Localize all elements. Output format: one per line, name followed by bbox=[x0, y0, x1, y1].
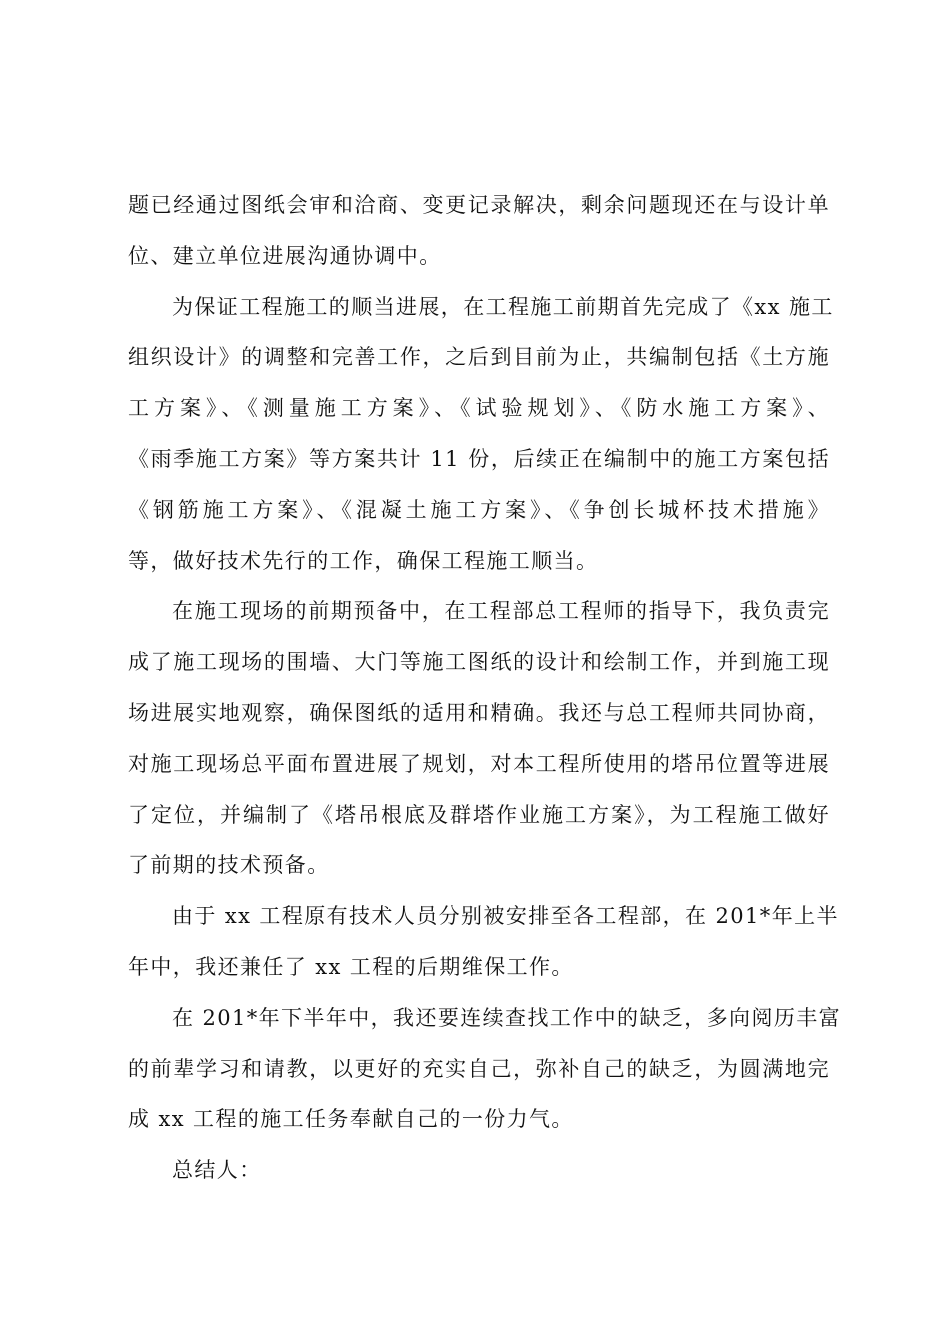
text-line: 《雨季施工方案》等方案共计 11 份，后续正在编制中的施工方案包括 bbox=[128, 446, 830, 471]
paragraph-3 bbox=[128, 586, 830, 891]
text-line: 组织设计》的调整和完善工作，之后到目前为止，共编制包括《土方施 bbox=[128, 345, 830, 370]
text-line: 的前辈学习和请教，以更好的充实自己，弥补自己的缺乏，为圆满地完 bbox=[128, 1056, 830, 1081]
text-line: 位、建立单位进展沟通协调中。 bbox=[128, 243, 442, 268]
signature-label: 总结人： bbox=[172, 1158, 262, 1183]
text-line: 由于 xx 工程原有技术人员分别被安排至各工程部，在 201*年上半 bbox=[172, 904, 839, 929]
paragraph-4 bbox=[128, 891, 839, 993]
text-line: 成 xx 工程的施工任务奉献自己的一份力气。 bbox=[128, 1107, 574, 1132]
text-line: 对施工现场总平面布置进展了规划，对本工程所使用的塔吊位置等进展 bbox=[128, 751, 830, 776]
text-line: 在 201*年下半年中，我还要连续查找工作中的缺乏，多向阅历丰富 bbox=[172, 1005, 842, 1030]
paragraph-5 bbox=[128, 993, 842, 1145]
paragraph-1 bbox=[128, 180, 830, 282]
text-line: 了前期的技术预备。 bbox=[128, 853, 330, 878]
text-line: 年中，我还兼任了 xx 工程的后期维保工作。 bbox=[128, 954, 574, 979]
text-line: 工方案》、《测量施工方案》、《试验规划》、《防水施工方案》、 bbox=[128, 396, 830, 421]
document-body bbox=[128, 180, 842, 1196]
text-line: 题已经通过图纸会审和洽商、变更记录解决，剩余问题现还在与设计单 bbox=[128, 193, 830, 217]
text-line: 成了施工现场的围墙、大门等施工图纸的设计和绘制工作，并到施工现 bbox=[128, 650, 830, 675]
text-line: 在施工现场的前期预备中，在工程部总工程师的指导下，我负责完 bbox=[172, 599, 830, 624]
text-line: 等，做好技术先行的工作，确保工程施工顺当。 bbox=[128, 548, 599, 573]
text-line: 为保证工程施工的顺当进展，在工程施工前期首先完成了《xx 施工 bbox=[172, 294, 834, 319]
text-line: 场进展实地观察，确保图纸的适用和精确。我还与总工程师共同协商， bbox=[128, 700, 830, 725]
paragraph-2 bbox=[128, 282, 834, 587]
text-line: 了定位，并编制了《塔吊根底及群塔作业施工方案》，为工程施工做好 bbox=[128, 802, 830, 827]
text-line: 《钢筋施工方案》、《混凝土施工方案》、《争创长城杯技术措施》 bbox=[128, 497, 830, 522]
